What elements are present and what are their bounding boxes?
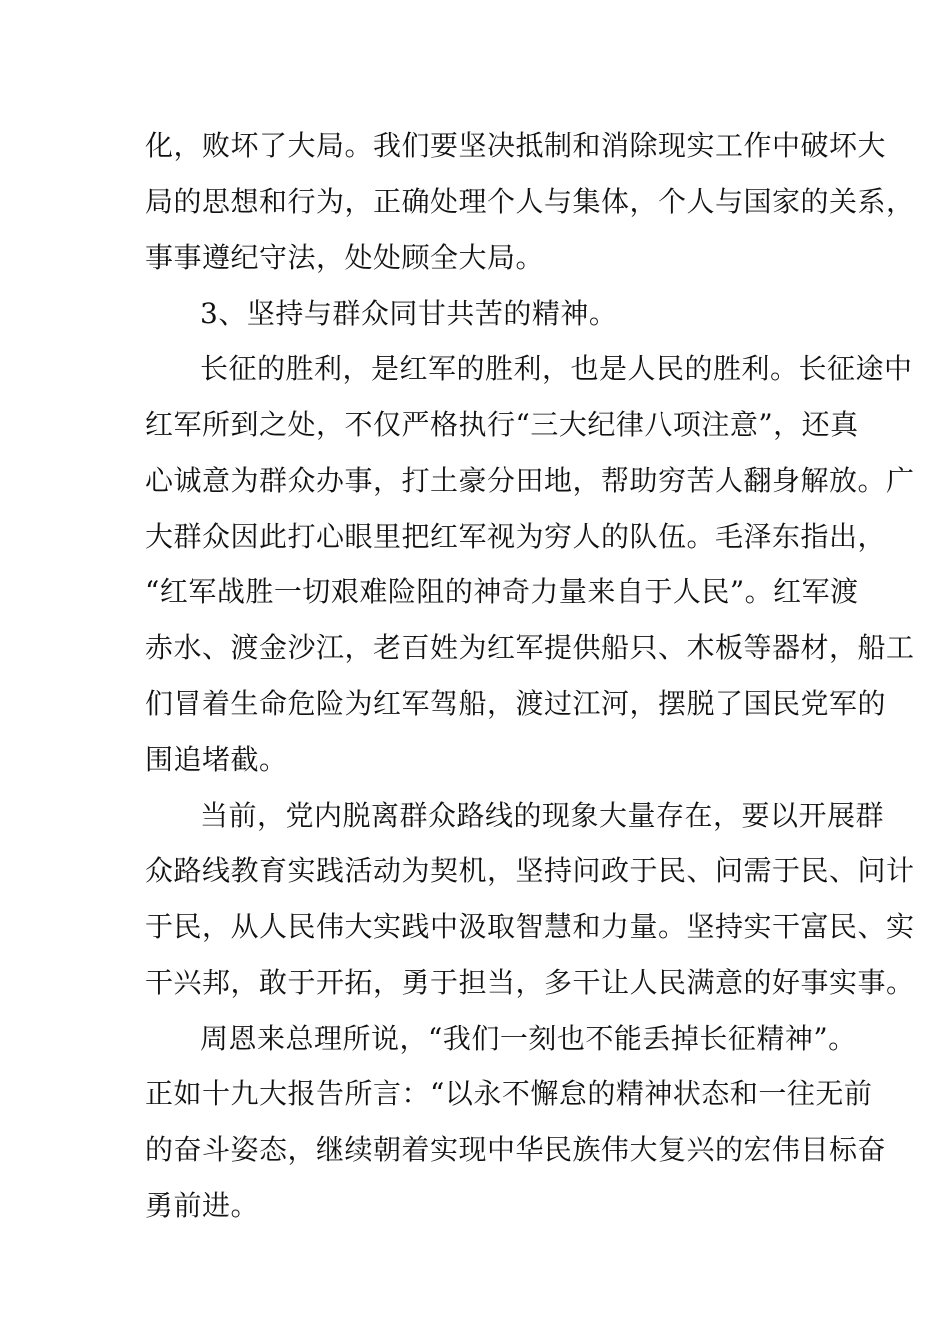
text-line: 干兴邦，敢于开拓，勇于担当，多干让人民满意的好事实事。 [145, 966, 915, 999]
text-line: 事事遵纪守法，处处顾全大局。 [145, 241, 545, 274]
text-line: 众路线教育实践活动为契机，坚持问政于民、问需于民、问计 [145, 854, 915, 887]
text-line: 于民，从人民伟大实践中汲取智慧和力量。坚持实干富民、实 [145, 910, 915, 943]
text-line: 长征的胜利，是红军的胜利，也是人民的胜利。长征途中 [200, 352, 913, 385]
text-line: 心诚意为群众办事，打土豪分田地，帮助穷苦人翻身解放。广 [145, 464, 915, 497]
text-line: 红军所到之处，不仅严格执行“三大纪律八项注意”，还真 [145, 408, 859, 441]
text-line: 们冒着生命危险为红军驾船，渡过江河，摆脱了国民党军的 [145, 687, 887, 720]
text-line: 的奋斗姿态，继续朝着实现中华民族伟大复兴的宏伟目标奋 [145, 1133, 887, 1166]
text-line: 局的思想和行为，正确处理个人与集体，个人与国家的关系， [145, 185, 915, 218]
section-heading: 3、坚持与群众同甘共苦的精神。 [200, 297, 618, 330]
text-line: 围追堵截。 [145, 743, 288, 776]
text-line: “红军战胜一切艰难险阻的神奇力量来自于人民”。红军渡 [145, 575, 859, 608]
text-line: 勇前进。 [145, 1189, 260, 1222]
text-line: 周恩来总理所说，“我们一刻也不能丢掉长征精神”。 [200, 1022, 857, 1055]
text-line: 大群众因此打心眼里把红军视为穷人的队伍。毛泽东指出， [145, 520, 887, 553]
text-line: 正如十九大报告所言：“以永不懈怠的精神状态和一往无前 [145, 1077, 873, 1110]
text-line: 化，败坏了大局。我们要坚决抵制和消除现实工作中破坏大 [145, 129, 887, 162]
text-line: 当前，党内脱离群众路线的现象大量存在，要以开展群 [200, 799, 885, 832]
text-line: 赤水、渡金沙江，老百姓为红军提供船只、木板等器材，船工 [145, 631, 915, 664]
